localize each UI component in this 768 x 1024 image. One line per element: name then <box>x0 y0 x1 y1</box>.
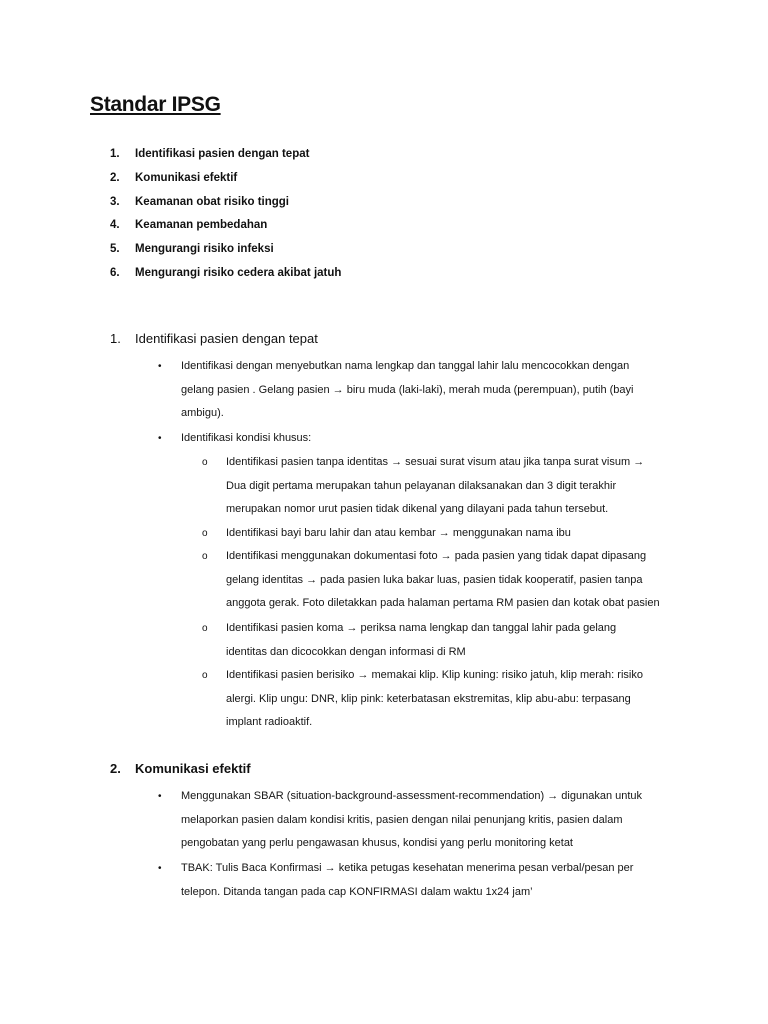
bullet-line: Identifikasi dengan menyebutkan nama lengkap dan tanggal lahir lalu mencocokkan dengan <box>181 360 630 372</box>
section-number: 2. <box>110 761 121 776</box>
sub-bullet-item <box>226 617 616 664</box>
sub-bullet-marker: o <box>202 551 208 562</box>
bullet-marker: • <box>158 361 162 372</box>
bullet-marker: • <box>158 433 162 444</box>
bullet-item <box>181 355 633 426</box>
sub-bullet-marker: o <box>202 528 208 539</box>
sub-bullet-line: identitas dan dicocokkan dengan informasi di RM <box>226 645 466 658</box>
toc-list <box>110 143 670 286</box>
sub-bullet-item <box>226 451 644 522</box>
sub-bullet-line: Identifikasi bayi baru lahir dan atau kembar → menggunakan nama ibu <box>226 527 571 539</box>
bullet-line: telepon. Ditanda tangan pada cap KONFIRMASI dalam waktu 1x24 jam’ <box>181 885 533 898</box>
bullet-line: pengobatan yang perlu pengawasan khusus, kondisi yang perlu monitoring ketat <box>181 837 573 850</box>
toc-item-number: 1. <box>110 148 120 160</box>
section-heading-text: Komunikasi efektif <box>135 761 251 776</box>
section-heading-komunikasi <box>110 761 251 776</box>
toc-item-text: Komunikasi efektif <box>135 171 238 184</box>
bullet-marker: • <box>158 791 162 802</box>
toc-item-text: Mengurangi risiko infeksi <box>135 243 274 256</box>
toc-item-text: Identifikasi pasien dengan tepat <box>135 148 310 160</box>
sub-bullet-line: Identifikasi menggunakan dokumentasi foto → pada pasien yang tidak dapat dipasang <box>226 550 647 562</box>
toc-item <box>110 167 670 191</box>
sub-bullet-marker: o <box>202 670 208 681</box>
sub-bullet-line: Identifikasi pasien tanpa identitas → sesuai surat visum atau jika tanpa surat visum → <box>226 456 645 468</box>
page-title: Standar IPSG <box>90 93 221 116</box>
section-number: 1. <box>110 331 121 346</box>
toc-item <box>110 143 670 167</box>
toc-item-number: 4. <box>110 219 120 232</box>
toc-item <box>110 262 670 286</box>
sub-bullet-marker: o <box>202 623 208 634</box>
toc-item-number: 2. <box>110 171 120 184</box>
sub-bullet-line: Dua digit pertama merupakan tahun pelayanan dilaksanakan dan 3 digit terakhir <box>226 479 617 492</box>
sub-bullet-line: implant radioaktif. <box>226 716 313 729</box>
bullet-line: gelang pasien . Gelang pasien → biru muda (laki-laki), merah muda (perempuan), putih (bayi <box>181 383 634 396</box>
sub-bullet-line: Identifikasi pasien berisiko → memakai klip. Klip kuning: risiko jatuh, klip merah: risiko <box>226 669 643 681</box>
bullet-line: Identifikasi kondisi khusus: <box>181 432 312 444</box>
sub-bullet-line: gelang identitas → pada pasien luka bakar luas, pasien tidak kooperatif, pasien tanpa <box>226 573 643 586</box>
sub-bullet-line: anggota gerak. Foto diletakkan pada halaman pertama RM pasien dan kotak obat pasien <box>226 597 660 610</box>
toc-item-number: 6. <box>110 266 120 279</box>
bullet-item <box>181 427 311 451</box>
sub-bullet-line: alergi. Klip ungu: DNR, klip pink: keterbatasan ekstremitas, klip abu-abu: terpasang <box>226 692 631 705</box>
bullet-line: Menggunakan SBAR (situation-background-assessment-recommendation) → digunakan untuk <box>181 790 643 802</box>
sub-bullet-item <box>226 522 571 546</box>
toc-item <box>110 238 670 262</box>
bullet-line: melaporkan pasien dalam kondisi kritis, pasien dengan nilai penunjang kritis, pasien dalam <box>181 813 623 826</box>
toc-item <box>110 214 670 238</box>
toc-item-text: Keamanan obat risiko tinggi <box>135 195 289 208</box>
sub-bullet-line: merupakan nomor urut pasien tidak dikenal yang dilayani pada tahun tersebut. <box>226 503 609 516</box>
sub-bullet-item <box>226 664 643 735</box>
bullet-line: ambigu). <box>181 407 224 420</box>
section-heading-identifikasi <box>110 331 318 346</box>
bullet-item <box>181 857 633 904</box>
toc-item <box>110 191 670 215</box>
bullet-marker: • <box>158 863 162 874</box>
toc-item-number: 3. <box>110 195 120 208</box>
toc-item-number: 5. <box>110 243 120 256</box>
sub-bullet-line: Identifikasi pasien koma → periksa nama lengkap dan tanggal lahir pada gelang <box>226 622 617 634</box>
bullet-line: TBAK: Tulis Baca Konfirmasi → ketika petugas kesehatan menerima pesan verbal/pesan per <box>181 862 634 874</box>
toc-item-text: Keamanan pembedahan <box>135 219 268 232</box>
toc-item-text: Mengurangi risiko cedera akibat jatuh <box>135 266 342 279</box>
section-heading-text: Identifikasi pasien dengan tepat <box>135 331 318 346</box>
sub-bullet-item <box>226 545 660 616</box>
bullet-item <box>181 785 642 856</box>
sub-bullet-marker: o <box>202 457 208 468</box>
